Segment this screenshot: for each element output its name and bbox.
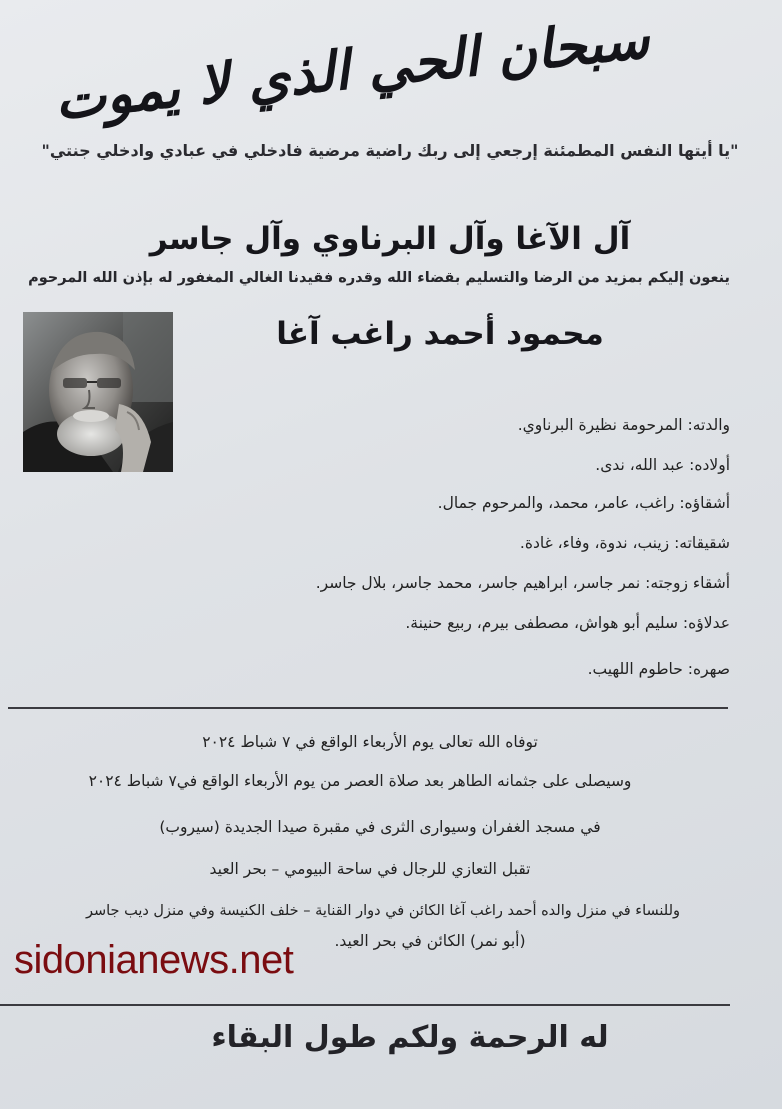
- funeral-info-line: وللنساء في منزل والده أحمد راغب آغا الكائن في دوار القناية – خلف الكنيسة وفي منزل ديب جاسر: [85, 903, 681, 919]
- relative-line: شقيقاته: زينب، ندوة، وفاء، غادة.: [519, 534, 730, 552]
- relative-line: أولاده: عبد الله، ندى.: [595, 456, 730, 474]
- deceased-name: محمود أحمد راغب آغا: [276, 316, 604, 352]
- closing-condolence: له الرحمة ولكم طول البقاء: [211, 1020, 609, 1055]
- relative-line: عدلاؤه: سليم أبو هواش، مصطفى بيرم، ربيع حنينة.: [405, 614, 730, 632]
- relative-line: والدته: المرحومة نظيرة البرناوي.: [517, 416, 730, 434]
- portrait-image: [23, 312, 173, 472]
- deceased-portrait: [23, 312, 173, 472]
- relative-line: أشقاء زوجته: نمر جاسر، ابراهيم جاسر، محمد جاسر، بلال جاسر.: [315, 574, 730, 592]
- calligraphy-heading: سبحان الحي الذي لا يموت: [51, 6, 652, 133]
- quran-verse: "يا أيتها النفس المطمئنة إرجعي إلى ربك راضية مرضية فادخلي في عبادي وادخلي جنتي": [41, 141, 739, 160]
- funeral-info-line: (أبو نمر) الكائن في بحر العيد.: [334, 932, 526, 950]
- divider-top: [8, 707, 728, 709]
- site-watermark: sidonianews.net: [14, 938, 294, 982]
- funeral-info-line: تقبل التعازي للرجال في ساحة البيومي – بحر العيد: [209, 860, 531, 878]
- divider-bottom: [0, 1004, 730, 1006]
- relative-line: صهره: حاطوم اللهيب.: [587, 660, 730, 678]
- funeral-info-line: توفاه الله تعالى يوم الأربعاء الواقع في ٧ شباط ٢٠٢٤: [202, 733, 538, 751]
- funeral-info-line: وسيصلى على جثمانه الطاهر بعد صلاة العصر من يوم الأربعاء الواقع في٧ شباط ٢٠٢٤: [88, 772, 632, 790]
- funeral-info-line: في مسجد الغفران وسيوارى الثرى في مقبرة صيدا الجديدة (سيروب): [159, 818, 601, 836]
- announcement-text: ينعون إليكم بمزيد من الرضا والتسليم بقضاء الله وقدره فقيدنا الغالي المغفور له بإذن الله المرحوم: [28, 270, 730, 286]
- families-heading: آل الآغا وآل البرناوي وآل جاسر: [149, 221, 631, 257]
- relative-line: أشقاؤه: راغب، عامر، محمد، والمرحوم جمال.: [437, 494, 730, 512]
